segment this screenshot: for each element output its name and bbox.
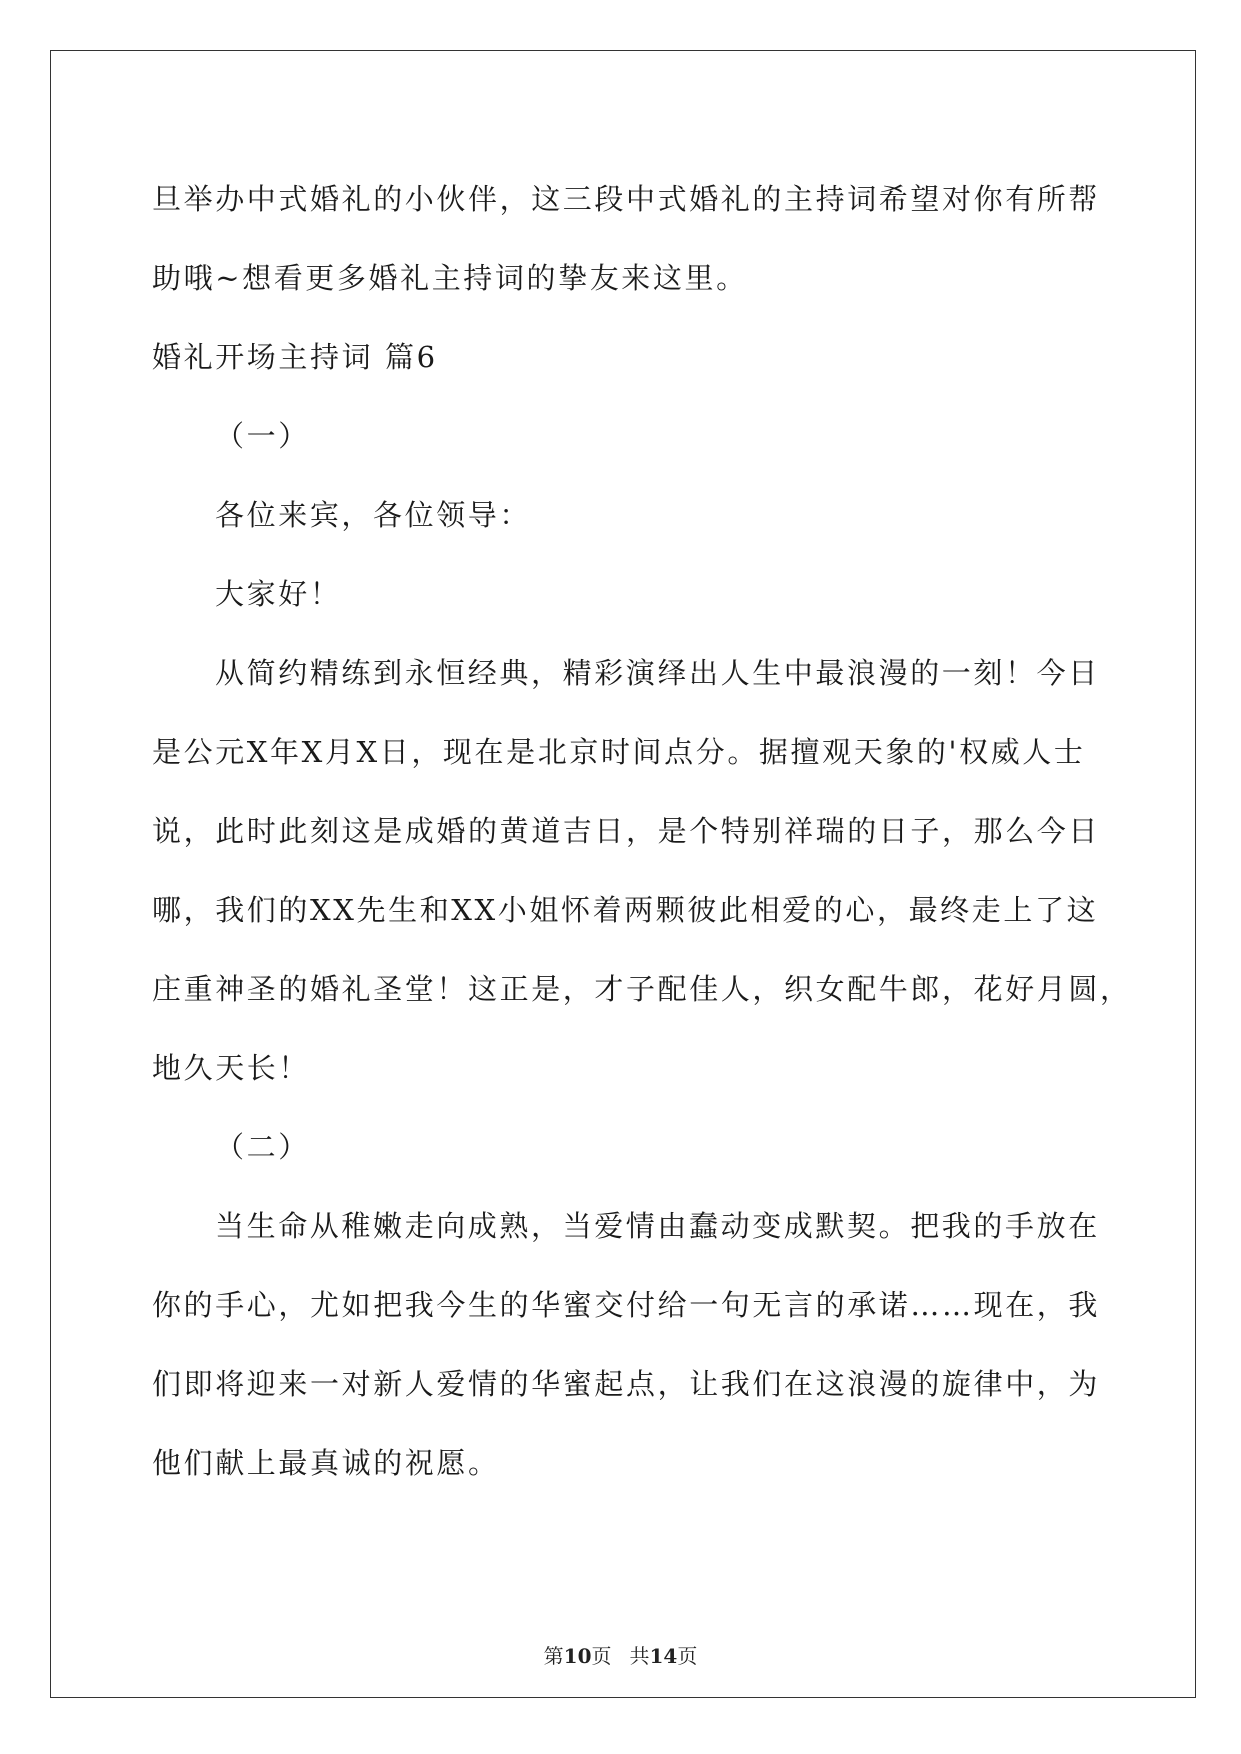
paragraph-1-line-2: 是公元X年X月X日，现在是北京时间点分。据擅观天象的'权威人士	[152, 735, 1086, 769]
page-footer	[0, 1640, 1241, 1669]
greeting: 大家好！	[215, 577, 342, 611]
section-heading: 婚礼开场主持词 篇6	[152, 340, 438, 374]
paragraph-2-line-3: 们即将迎来一对新人爱情的华蜜起点，让我们在这浪漫的旋律中，为	[152, 1367, 1101, 1401]
paragraph-1-line-6: 地久天长！	[152, 1051, 311, 1085]
paragraph-2-line-2: 你的手心，尤如把我今生的华蜜交付给一句无言的承诺……现在，我	[152, 1288, 1101, 1322]
page-current: 10	[563, 1644, 592, 1668]
text-line-2: 助哦~想看更多婚礼主持词的挚友来这里。	[152, 261, 748, 295]
paragraph-2-line-1: 当生命从稚嫩走向成熟，当爱情由蠢动变成默契。把我的手放在	[215, 1209, 1100, 1243]
subsection-label-1: （一）	[215, 419, 310, 453]
paragraph-1-line-3: 说，此时此刻这是成婚的黄道吉日，是个特别祥瑞的日子，那么今日	[152, 814, 1101, 848]
total-suffix: 页	[677, 1644, 698, 1668]
page-total: 14	[649, 1644, 678, 1668]
page-suffix: 页	[591, 1644, 612, 1668]
subsection-label-2: （二）	[215, 1130, 310, 1164]
text-line-1: 旦举办中式婚礼的小伙伴，这三段中式婚礼的主持词希望对你有所帮	[152, 182, 1101, 216]
paragraph-2-line-4: 他们献上最真诚的祝愿。	[152, 1446, 500, 1480]
total-prefix: 共	[629, 1644, 650, 1668]
paragraph-1-line-4: 哪，我们的XX先生和XX小姐怀着两颗彼此相爱的心，最终走上了这	[152, 893, 1099, 927]
document-body	[152, 160, 1132, 1503]
page-prefix: 第	[543, 1644, 564, 1668]
salutation: 各位来宾，各位领导：	[215, 498, 532, 532]
paragraph-1-line-1: 从简约精练到永恒经典，精彩演绎出人生中最浪漫的一刻！今日	[215, 656, 1100, 690]
paragraph-1-line-5: 庄重神圣的婚礼圣堂！这正是，才子配佳人，织女配牛郎，花好月圆，	[152, 972, 1132, 1006]
